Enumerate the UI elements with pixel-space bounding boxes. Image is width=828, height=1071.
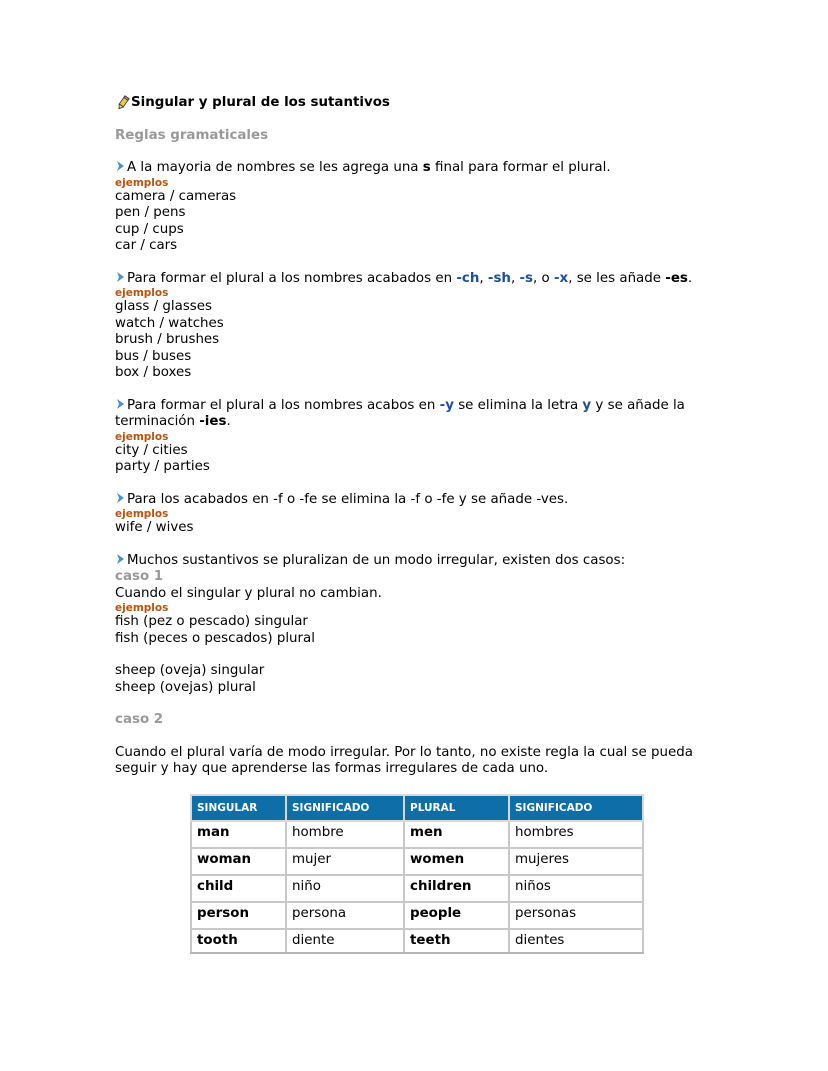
cell-meaning-plural: hombres	[509, 821, 643, 848]
cell-singular: man	[191, 821, 286, 848]
table-row	[191, 848, 643, 875]
cell-plural: men	[404, 821, 509, 848]
rule-1	[115, 160, 725, 255]
example-line: brush / brushes	[115, 332, 220, 347]
example-line: pen / pens	[115, 205, 186, 220]
cell-plural: children	[404, 875, 509, 902]
caso-1-label: caso 1	[115, 569, 164, 584]
section-subtitle: Reglas gramaticales	[115, 127, 269, 143]
arrow-bullet-icon	[115, 271, 126, 283]
rule-2	[115, 271, 725, 382]
page-title-text: Singular y plural de los sutantivos	[131, 95, 390, 110]
example-line: bus / buses	[115, 348, 192, 364]
cell-singular: child	[191, 875, 286, 902]
example-line: fish (pez o pescado) singular	[115, 614, 308, 629]
rule-5	[115, 553, 725, 778]
header-significado-plural: SIGNIFICADO	[509, 795, 643, 822]
cell-plural: people	[404, 902, 509, 929]
rule-3-text: Para formar el plural a los nombres acabos en -y se elimina la letra y y se añade la terminación -ies.	[115, 397, 685, 429]
rule-4	[115, 492, 725, 537]
rule-2-text: Para formar el plural a los nombres acabados en -ch, -sh, -s, o -x, se les añade -es.	[115, 271, 725, 288]
example-line: car / cars	[115, 238, 178, 253]
example-line: camera / cameras	[115, 188, 237, 204]
table-row	[191, 875, 643, 902]
example-line: box / boxes	[115, 365, 192, 380]
table-row	[191, 902, 643, 929]
cell-singular: person	[191, 902, 286, 929]
caso-1-text: Cuando el singular y plural no cambian.	[115, 585, 382, 601]
caso-2-text: Cuando el plural varía de modo irregular. Por lo tanto, no existe regla la cual se pueda seguir y hay que aprenderse las formas irregulares de cada uno.	[115, 744, 693, 776]
examples-label: ejemplos	[115, 602, 169, 614]
example-line: cup / cups	[115, 221, 184, 237]
example-line: fish (peces o pescados) plural	[115, 630, 315, 646]
rule-4-text: Para los acabados en -f o -fe se elimina la -f o -fe y se añade -ves.	[115, 492, 725, 509]
irregular-plurals-table	[190, 794, 644, 954]
example-line: watch / watches	[115, 315, 224, 331]
table-header-row	[191, 795, 643, 822]
examples-label: ejemplos	[115, 508, 169, 520]
example-line: wife / wives	[115, 520, 194, 535]
example-line: party / parties	[115, 459, 210, 474]
arrow-bullet-icon	[115, 492, 126, 504]
example-line: city / cities	[115, 442, 188, 458]
cell-singular: woman	[191, 848, 286, 875]
header-significado: SIGNIFICADO	[286, 795, 404, 822]
caso-2-label: caso 2	[115, 712, 164, 727]
table-row	[191, 821, 643, 848]
cell-meaning: persona	[286, 902, 404, 929]
cell-meaning-plural: dientes	[509, 929, 643, 954]
examples-label: ejemplos	[115, 176, 169, 189]
examples-label: ejemplos	[115, 287, 169, 299]
cell-meaning: mujer	[286, 848, 404, 875]
example-line: glass / glasses	[115, 299, 212, 314]
arrow-bullet-icon	[115, 160, 126, 172]
examples-label: ejemplos	[115, 430, 169, 443]
cell-meaning-plural: personas	[509, 902, 643, 929]
cell-meaning: niño	[286, 875, 404, 902]
table-row	[191, 929, 643, 954]
pencil-icon	[115, 95, 131, 111]
cell-singular: tooth	[191, 929, 286, 954]
example-line: sheep (oveja) singular	[115, 663, 265, 678]
cell-meaning: diente	[286, 929, 404, 954]
arrow-bullet-icon	[115, 398, 126, 410]
cell-meaning-plural: niños	[509, 875, 643, 902]
header-singular: SINGULAR	[191, 795, 286, 822]
cell-plural: women	[404, 848, 509, 875]
header-plural: PLURAL	[404, 795, 509, 822]
rule-3	[115, 398, 725, 476]
cell-plural: teeth	[404, 929, 509, 954]
irregular-table-wrapper	[190, 794, 644, 954]
cell-meaning-plural: mujeres	[509, 848, 643, 875]
document	[115, 95, 725, 959]
page-title	[115, 95, 725, 112]
rule-1-text: A la mayoria de nombres se les agrega una s final para formar el plural.	[115, 160, 725, 177]
cell-meaning: hombre	[286, 821, 404, 848]
arrow-bullet-icon	[115, 553, 126, 565]
rule-5-text: Muchos sustantivos se pluralizan de un modo irregular, existen dos casos:	[115, 553, 725, 570]
example-line: sheep (ovejas) plural	[115, 679, 256, 695]
